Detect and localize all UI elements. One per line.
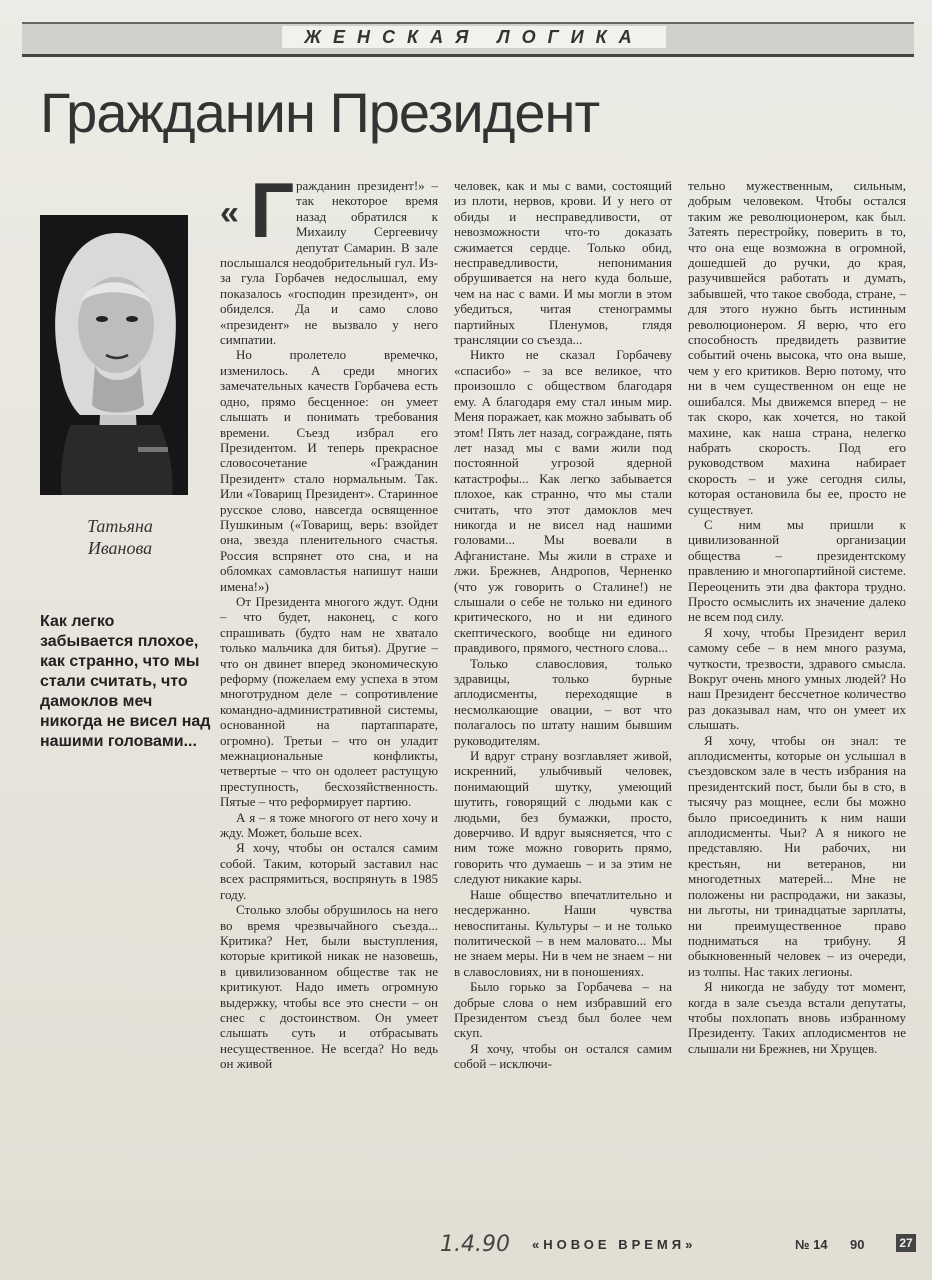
drop-cap-quote: «: [220, 194, 239, 232]
paragraph: Я хочу, чтобы он остался самим собой – исключи-: [454, 1040, 672, 1072]
paragraph: Я никогда не забуду тот момент, когда в зале съезда встали депутаты, чтобы похлопать вновь избранному Президенту. Таких аплодисментов не слышали ни Брежнев, ни Хрущев.: [688, 979, 906, 1056]
paragraph: Но пролетело времечко, изменилось. А среди многих замечательных качеств Горбачева есть одно, прямо бесценное: он умеет слышать и понимать требования времени. Съезд избрал его Президентом. И теперь прекрасное словосочетание «Гражданин Президент» стало нормальным. Так. Или «Товарищ Президент». Старинное русское слово, навсегда освященное Пушкиным («Товарищ, верь: взойдет она, звезда пленительного счастья. Россия вспрянет ото сна, и на обломках самовластья напишут наши имена!»): [220, 347, 438, 594]
paragraph: Столько злобы обрушилось на него во время чрезвычайного съезда... Критика? Нет, были выступления, которые критикой никак не назовешь, в цивилизованном обществе так не критикуют. Надо иметь огромную выдержку, чтобы все это снести – он снес с достоинством. Он умеет слышать суть и отбрасывать несущественное. Не всегда? Но ведь он живой: [220, 902, 438, 1072]
author-photo: [40, 215, 188, 495]
article-column-2: [454, 178, 672, 1072]
paragraph: А я – я тоже многого от него хочу и жду. Может, больше всех.: [220, 809, 438, 841]
paragraph: И вдруг страну возглавляет живой, искренний, улыбчивый человек, понимающий шутку, умеющий шутить, говорящий с людьми как с людьми, без бумажки, просто, доверчиво. И вдруг выясняется, что с ним тоже можно говорить прямо, говорить что думаешь – и за этим не следуют никакие кары.: [454, 748, 672, 887]
paragraph: От Президента многого ждут. Одни – что будет, наконец, с кого спрашивать (будто нам не хватало только мальчика для битья). Другие – что он двинет вперед экономическую реформу (пожелаем ему успеха в этом многотрудном деле – сопротивление командно-административной системы, основанной на партаппарате, огромно). Третьи – что он уладит межнациональные конфликты, четвертые – что он одолеет растущую преступность, бесхозяйственность. Пятые – что реформирует партию.: [220, 593, 438, 810]
article-column-3: [688, 178, 906, 1056]
paragraph: Никто не сказал Горбачеву «спасибо» – за все великое, что произошло с обществом благодаря ему. А благодаря ему стал иным мир. Меня поражает, как можно забывать об этом! Пять лет назад, сограждане, пять лет назад мы с вами жили под постоянной угрозой ядерной катастрофы... Как легко забывается плохое, как странно, что мы стали считать, что этот дамоклов меч никогда и не висел над нашими головами... Мы воевали в Афганистане. Мы жили в страхе и лжи. Брежнев, Андропов, Черненко (что уж говорить о Сталине!) не слышали о себе не только ни единого критического, но и ни единого скептического, вообще ни единого правдивого, прямого, честного слова...: [454, 347, 672, 656]
rubric-label: ЖЕНСКАЯ ЛОГИКА: [282, 26, 666, 48]
portrait-illustration: [40, 215, 188, 495]
paragraph: Я хочу, чтобы он остался самим собой. Таким, который заставил нас всех распрямиться, воспрянуть в 1985 году.: [220, 840, 438, 902]
drop-cap: [220, 166, 295, 254]
paragraph: ражданин президент!» – так некоторое время назад обратился к Михаилу Сергеевичу депутат Самарин. В зале послышался неодобрительный гул. Из-за гула Горбачев недослышал, ему показалось «господин президент», он обиделся. Да и само слово «президент» не вызвало у него симпатии.: [220, 178, 438, 348]
paragraph: Я хочу, чтобы Президент верил самому себе – в нем много разума, чуткости, трезвости, здравого смысла. Вокруг очень много умных людей? Но наш Президент бессчетное количество раз доказывал нам, что он умеет их слышать.: [688, 624, 906, 733]
article-column-1: [220, 166, 438, 1072]
paragraph: С ним мы пришли к цивилизованной организации общества – президентскому правлению и многопартийной системе. Переоценить эти два фактора трудно. Просто осмыслить их значение далеко не всем под силу.: [688, 516, 906, 625]
author-byline: [40, 515, 200, 559]
author-last-name: Иванова: [87, 538, 153, 558]
paragraph: Я хочу, чтобы он знал: те аплодисменты, которые он услышал в съездовском зале в честь избрания на президентский пост, были бы в сто, в тысячу раз мощнее, если бы можно было присоединить к ним наши аплодисменты. Чьи? А я никого не представляю. Ни рабочих, ни крестьян, ни ветеранов, ни многодетных матерей... Мне не положены ни распродажи, ни заказы, ни льготы, ни тринадцатые зарплаты, ни преимущественное право подниматься на трибуну. Я обыкновенный человек – из очереди, из толпы. Нас таких легионы.: [688, 732, 906, 979]
pull-quote: Как легко забывается плохое, как странно, что мы стали считать, что дамоклов меч никогда не висел над нашими головами...: [40, 613, 211, 750]
paragraph: Только славословия, только здравицы, только бурные аплодисменты, переходящие в несмолкающие овации, – вот что полагалось по штату нашим бывшим руководителям.: [454, 655, 672, 748]
handwritten-date: 1.4.90: [440, 1232, 510, 1257]
paragraph: Было горько за Горбачева – на добрые слова о нем избравший его Президентом съезд был более чем скуп.: [454, 979, 672, 1041]
issue-number: № 14: [795, 1237, 828, 1252]
paragraph: тельно мужественным, сильным, добрым человеком. Чтобы остался таким же революционером, как был. Затеять перестройку, поверить в то, что она еще возможна в огромной, дошедшей до ручки, до края, разучившейся работать и думать, забывшей, что такое свобода, стране, – для этого нужно быть истинным революционером. Я верю, что его способность предвидеть развитие событий очень высока, что она выше, чем у его критиков. Верю потому, что ни в чем существенном он еще не ошибался. Мы движемся вперед – не так скоро, как хочется, но такой махине, как наша страна, нелегко набрать скорость. Под его руководством махина набирает скорость – и уже сегодня силы, которая остановила бы ее, просто не существует.: [688, 178, 906, 517]
author-first-name: Татьяна: [87, 516, 153, 536]
drop-cap-letter: Г: [250, 166, 295, 254]
paragraph: человек, как и мы с вами, состоящий из плоти, нервов, крови. И у него от обиды и несправедливости, от невозможности что-то доказать сжимается сердце. Только обид, несправедливости, непонимания обрушивается на него куда больше, чем на нас с вами. И мы могли в этом убедиться, читая стенограммы партийных Пленумов, глядя трансляции со съезда...: [454, 178, 672, 348]
page-number: 27: [896, 1234, 916, 1252]
article-title: Гражданин Президент: [40, 81, 600, 144]
issue-year: 90: [850, 1237, 865, 1252]
publication-name: «НОВОЕ ВРЕМЯ»: [532, 1237, 697, 1252]
paragraph: Наше общество впечатлительно и несдержанно. Наши чувства невоспитаны. Культуры – и не только политической – в нем маловато... Мы не знаем меры. Ни в чем не знаем – ни в славословиях, ни в поношениях.: [454, 886, 672, 979]
